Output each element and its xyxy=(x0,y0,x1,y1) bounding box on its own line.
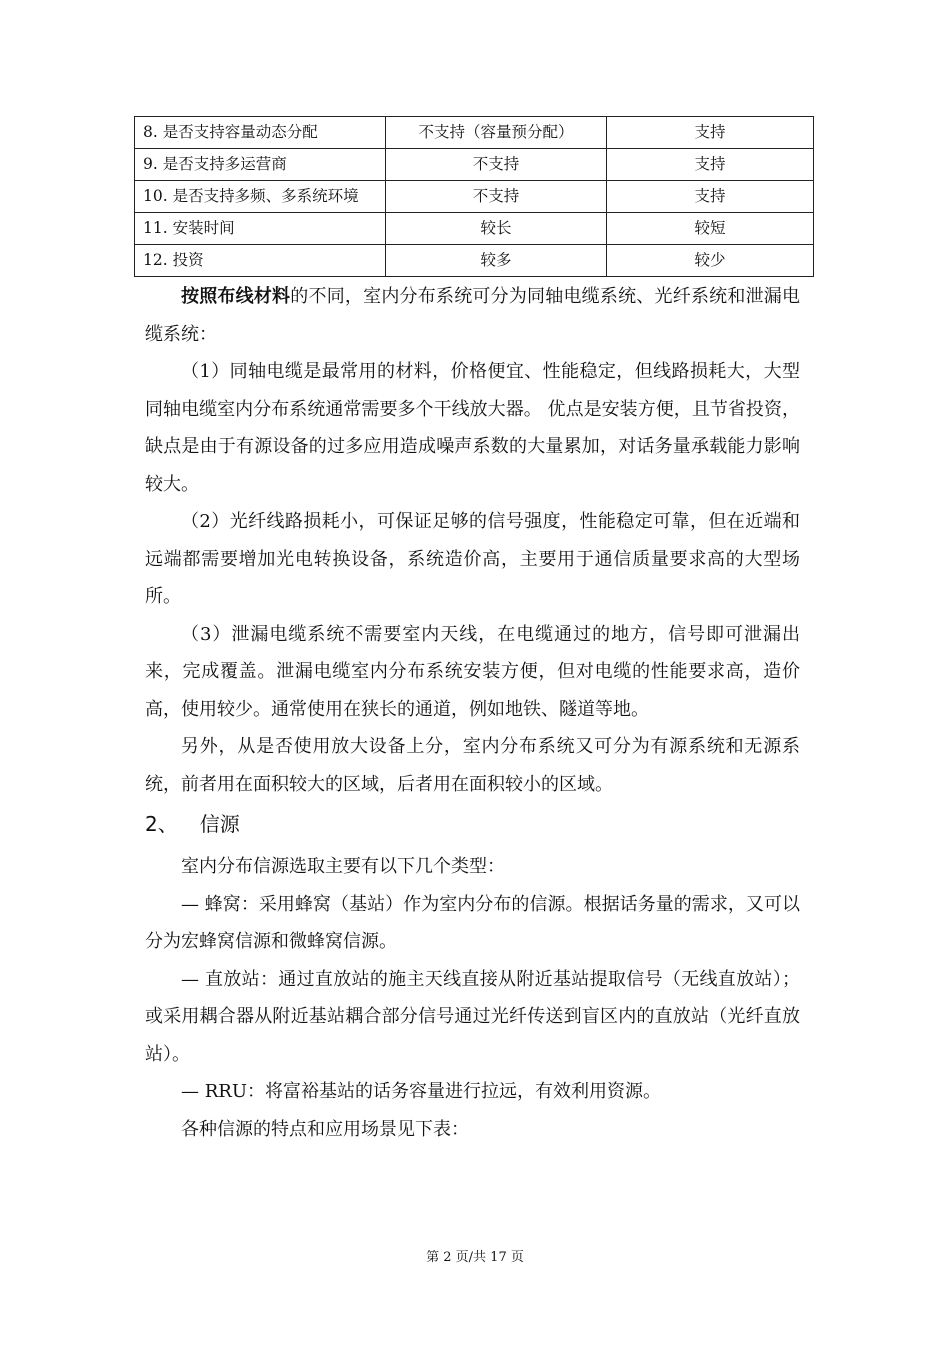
table-cell: 较多 xyxy=(386,245,607,277)
table-cell: 不支持 xyxy=(386,149,607,181)
table-cell: 支持 xyxy=(607,149,814,181)
table-cell: 支持 xyxy=(607,117,814,149)
paragraph-active-passive: 另外，从是否使用放大设备上分，室内分布系统又可分为有源系统和无源系统，前者用在面积较大的区域，后者用在面积较小的区域。 xyxy=(145,736,800,795)
table-cell: 10. 是否支持多频、多系统环境 xyxy=(135,181,386,213)
table-cell: 不支持 xyxy=(386,181,607,213)
table-cell: 较少 xyxy=(607,245,814,277)
table-cell: 较长 xyxy=(386,213,607,245)
page-number-footer: 第 2 页/共 17 页 xyxy=(426,1250,524,1265)
table-cell: 支持 xyxy=(607,181,814,213)
section2-body xyxy=(145,848,800,1148)
table-cell: 8. 是否支持容量动态分配 xyxy=(135,117,386,149)
list-item-repeater: — 直放站：通过直放站的施主天线直接从附近基站提取信号（无线直放站）；或采用耦合器从附近基站耦合部分信号通过光纤传送到盲区内的直放站（光纤直放站）。 xyxy=(145,968,800,1065)
section1-intro-rest: 的不同，室内分布系统可分为同轴电缆系统、光纤系统和泄漏电缆系统： xyxy=(145,286,801,345)
table-cell: 不支持（容量预分配） xyxy=(386,117,607,149)
paragraph-coax: （1）同轴电缆是最常用的材料，价格便宜、性能稳定，但线路损耗大，大型同轴电缆室内分布系统通常需要多个干线放大器。 优点是安装方便，且节省投资，缺点是由于有源设备的过多应用造成噪声系数的大量累加，对话务量承载能力影响较大。 xyxy=(145,361,800,495)
comparison-table xyxy=(134,116,814,277)
paragraph-fiber: （2）光纤线路损耗小，可保证足够的信号强度，性能稳定可靠，但在近端和远端都需要增加光电转换设备，系统造价高，主要用于通信质量要求高的大型场所。 xyxy=(145,511,800,607)
section1-intro xyxy=(145,278,800,353)
section1-intro-bold: 按照布线材料 xyxy=(181,286,291,307)
paragraph-leaky-cable: （3）泄漏电缆系统不需要室内天线，在电缆通过的地方，信号即可泄漏出来，完成覆盖。泄漏电缆室内分布系统安装方便，但对电缆的性能要求高，造价高，使用较少。通常使用在狭长的通道，例如地铁、隧道等地。 xyxy=(145,623,800,720)
section2-heading xyxy=(145,808,240,837)
table-row xyxy=(135,181,814,213)
section1-body xyxy=(145,278,800,803)
table-row xyxy=(135,213,814,245)
section2-intro: 室内分布信源选取主要有以下几个类型： xyxy=(181,856,505,877)
table-cell: 12. 投资 xyxy=(135,245,386,277)
list-item-rru: — RRU：将富裕基站的话务容量进行拉远，有效利用资源。 xyxy=(181,1081,661,1102)
section2-title: 信源 xyxy=(199,812,240,836)
table-row xyxy=(135,245,814,277)
table-row xyxy=(135,117,814,149)
list-item-cellular: — 蜂窝：采用蜂窝（基站）作为室内分布的信源。根据话务量的需求，又可以分为宏蜂窝信源和微蜂窝信源。 xyxy=(145,893,800,952)
table-row xyxy=(135,149,814,181)
section2-outro: 各种信源的特点和应用场景见下表： xyxy=(181,1118,469,1140)
table-cell: 11. 安装时间 xyxy=(135,213,386,245)
table-cell: 9. 是否支持多运营商 xyxy=(135,149,386,181)
section2-number: 2、 xyxy=(145,812,178,836)
table-cell: 较短 xyxy=(607,213,814,245)
